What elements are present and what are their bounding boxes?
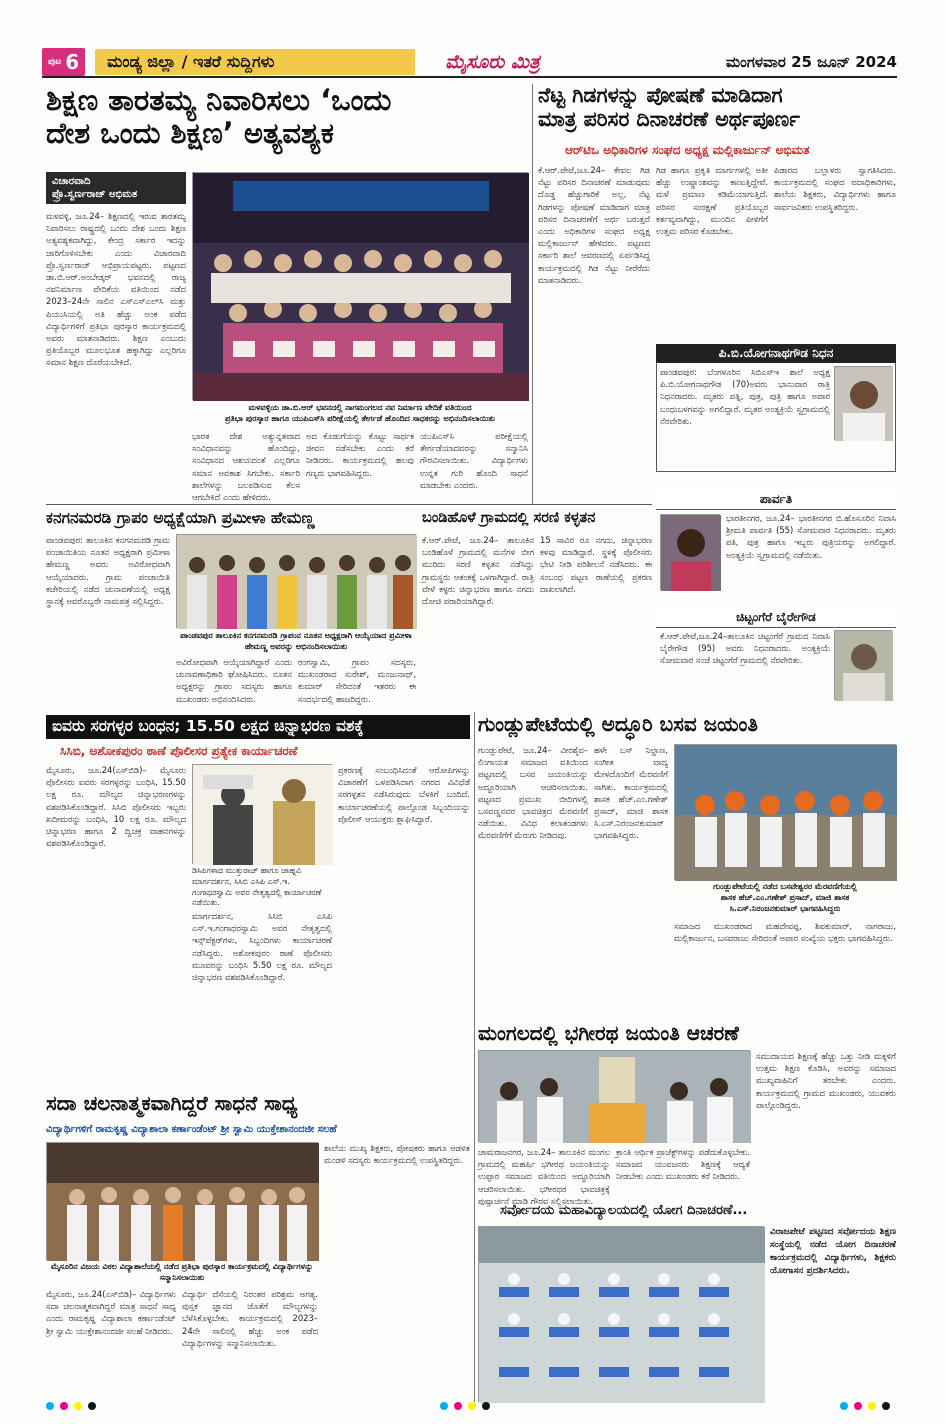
story7-side-text: ವಿರಾಜಪೇಟೆ ಪಟ್ಟಣದ ಸರ್ವೋದಯ ಶಿಕ್ಷಣ ಸಂಸ್ಥೆಯಲ್ಲಿ ನಡೆದ ಯೋಗ ದಿನಾಚರಣೆ ಕಾರ್ಯಕ್ರಮದಲ್ಲಿ ವಿದ್ಯಾರ್ಥಿಗಳು, ಶಿಕ್ಷಕರು ಯೋಗಾಸನ ಪ್ರದರ್ಶಿಸಿದರು.: [770, 1227, 896, 1277]
portrait-icon: [661, 515, 721, 591]
story4-col1: ಕೆ.ಆರ್.ಪೇಟೆ, ಜೂ.24– ತಾಲೂಕಿನ ಬಂಡಿಹೊಳೆ ಗ್ರಾಮದಲ್ಲಿ ಮನೆಗಳ ಬೀಗ ಮುರಿದು ಸರಣಿ ಕಳ್ಳತನ ನಡೆಸಿದ್ದು ಗ್ರಾಮಸ್ಥರು ಆತಂಕಕ್ಕೆ ಒಳಗಾಗಿದ್ದಾರೆ. ರಾತ್ರಿ ವೇಳೆ ಕಳ್ಳರು ಚಿನ್ನಾಭರಣ ಹಾಗೂ ನಗದು ದೋಚಿ ಪರಾರಿಯಾಗಿದ್ದಾರೆ.: [422, 535, 534, 606]
ceremony-photo-icon: [479, 1051, 751, 1143]
registration-dot: [868, 1402, 876, 1410]
band2-caption-line2: ಶಾಸಕ ಹೆಚ್.ಎಂ.ಗಣೇಶ್ ಪ್ರಸಾದ್, ಮಾಜಿ ಶಾಸಕ: [720, 892, 850, 902]
story6-photo-caption: ಮೈಸೂರಿನ ವಿಜಯ ವಿಠಲ ವಿದ್ಯಾಶಾಲೆಯಲ್ಲಿ ನಡೆದ ಪ್ರತಿಭಾ ಪುರಸ್ಕಾರ ಕಾರ್ಯಕ್ರಮದಲ್ಲಿ ವಿದ್ಯಾರ್ಥಿಗಳನ್ನು ಸನ್ಮಾನಿಸಲಾಯಿತು: [50, 1262, 314, 1282]
story1-col1: ಮಳವಳ್ಳಿ, ಜೂ.24– ಶಿಕ್ಷಣದಲ್ಲಿ ಇರುವ ತಾರತಮ್ಯ ನಿವಾರಿಸಲು ರಾಷ್ಟ್ರದಲ್ಲಿ ಒಂದು ದೇಶ ಒಂದು ಶಿಕ್ಷಣ ಅತ್ಯವಶ್ಯಕವಾಗಿದ್ದು, ಕೇಂದ್ರ ಸರ್ಕಾರ ಇದನ್ನು ಜಾರಿಗೊಳಿಸಬೇಕು ಎಂದು ವಿಚಾರವಾದಿ ಪ್ರೊ.ಸ್ವರ್ಣರಾಜ್ ಅಭಿಪ್ರಾಯಪಟ್ಟರು. ಪಟ್ಟಣದ ಡಾ.ಬಿ.ಆರ್.ಅಂಬೇಡ್ಕರ್ ಭವನದಲ್ಲಿ ರಾಜ್ಯ ನವನಿರ್ಮಾಣ ವೇದಿಕೆಯ ವತಿಯಿಂದ ನಡೆದ 2023–24ನೇ ಸಾಲಿನ ಎಸ್‌ಎಸ್‌ಎಲ್‌ಸಿ ಮತ್ತು ಪಿಯುಸಿಯಲ್ಲಿ ಅತಿ ಹೆಚ್ಚು ಅಂಕ ಪಡೆದ ವಿದ್ಯಾರ್ಥಿಗಳಿಗೆ ಪ್ರತಿಭಾ ಪುರಸ್ಕಾರ ಕಾರ್ಯಕ್ರಮದಲ್ಲಿ ಅವರು ಮಾತನಾಡಿದರು. ಶಿಕ್ಷಣ ಎಂಬುದು ಪ್ರತಿಯೊಬ್ಬರ ಮೂಲಭೂತ ಹಕ್ಕಾಗಿದ್ದು ಎಲ್ಲರಿಗೂ ಸಮಾನ ಶಿಕ್ಷಣ ದೊರೆಯಬೇಕಿದೆ.: [46, 211, 186, 368]
procession-photo-icon: [675, 745, 897, 881]
obit1-text: ಪಾಂಡವಪುರ: ಬೆಂಗಳೂರಿನ ಸಿಬಿಎಸ್‌ಇ ಶಾಲೆ ಅಧ್ಯಕ್ಷ ಪಿ.ಬಿ.ಯೋಗನಾಥಗೌಡ (70)ಅವರು ಭಾನುವಾರ ರಾತ್ರಿ ನಿಧನರಾದರು. ಮೃತರು ಪತ್ನಿ, ಪುತ್ರ, ಪುತ್ರಿ ಹಾಗೂ ಅಪಾರ ಬಂಧುಬಳಗವನ್ನು ಅಗಲಿದ್ದಾರೆ. ಮೃತರ ಅಂತ್ಯಕ್ರಿಯೆ ಸ್ವಗ್ರಾಮದಲ್ಲಿ ನೆರವೇರಿತು.: [660, 367, 830, 426]
band2-caption-line1: ಗುಂಡ್ಲುಪೇಟೆಯಲ್ಲಿ ನಡೆದ ಬಸವೇಶ್ವರರ ಮೆರವಣಿಗೆಯಲ್ಲಿ: [713, 882, 857, 891]
story1-col2: ಭಾರತ ದೇಶ ಅತ್ಯುನ್ನತವಾದ ಸಂವಿಧಾನವನ್ನು ಹೊಂದಿದ್ದು, ಸಂವಿಧಾನದ ಆಶಯದಂತೆ ಎಲ್ಲರಿಗೂ ಸಮಾನ ಅವಕಾಶ ಸಿಗಬೇಕು. ಸರ್ಕಾರಿ ಶಾಲೆಗಳನ್ನು ಬಲಪಡಿಸುವ ಕೆಲಸ ಆಗಬೇಕಿದೆ ಎಂದು ಹೇಳಿದರು.: [192, 431, 300, 502]
story1-headline-line1: ಶಿಕ್ಷಣ ತಾರತಮ್ಯ ನಿವಾರಿಸಲು ‘ಒಂದು: [46, 83, 392, 117]
story5-headline: ಮಂಗಲದಲ್ಲಿ ಭಗೀರಥ ಜಯಂತಿ ಆಚರಣೆ: [478, 1021, 739, 1045]
story3-headline: ಕನಗನಮರಡಿ ಗ್ರಾಪಂ ಅಧ್ಯಕ್ಷೆಯಾಗಿ ಪ್ರಮೀಳಾ ಹೇಮಣ್ಣ: [46, 509, 315, 527]
registration-dot: [88, 1402, 96, 1410]
registration-dot: [46, 1402, 54, 1410]
portrait-icon: [835, 367, 893, 441]
story7-headline: ಸರ್ವೋದಯ ಮಹಾವಿದ್ಯಾಲಯದಲ್ಲಿ ಯೋಗ ದಿನಾಚರಣೆ...: [500, 1203, 748, 1218]
story6-subhead: ವಿದ್ಯಾರ್ಥಿಗಳಿಗೆ ರಾಮಕೃಷ್ಣ ವಿದ್ಯಾಶಾಲಾ ಕರ್ಣಾಂಡೆಂಟ್ ಶ್ರೀ ಸ್ವಾಮಿ ಯುಕ್ತೇಶಾನಂದಜೀ ಸಲಹೆ: [46, 1124, 337, 1135]
page-label: ಪುಟ: [48, 57, 62, 67]
story2-col3: ಪಿಡಾರದ ಬಲ್ಲಾಳರು ಸ್ವಾಗತಿಸಿದರು. ಕಾರ್ಯಕ್ರಮದಲ್ಲಿ ಸಂಘದ ಪದಾಧಿಕಾರಿಗಳು, ಶಾಲೆಯ ಶಿಕ್ಷಕರು, ವಿದ್ಯಾರ್ಥಿಗಳು ಹಾಗೂ ಸಾರ್ವಜನಿಕರು ಉಪಸ್ಥಿತರಿದ್ದರು.: [774, 165, 896, 212]
story3-col2: ಅವಿರೋಧವಾಗಿ ಆಯ್ಕೆಯಾಗಿದ್ದಾರೆ ಎಂದು ಚುನಾವಣಾಧಿಕಾರಿ ಘೋಷಿಸಿದರು. ನೂತನ ಅಧ್ಯಕ್ಷರನ್ನು ಗ್ರಾಪಂ ಸದಸ್ಯರು ಹಾಗೂ ಮುಖಂಡರು ಅಭಿನಂದಿಸಿದರು.: [176, 657, 292, 704]
registration-marks-center: [440, 1402, 490, 1410]
band2-col1: ಗುಂಡ್ಲುಪೇಟೆ, ಜೂ.24– ವೀರಶೈವ–ಲಿಂಗಾಯತ ಸಮಾಜದ ವತಿಯಿಂದ ಪಟ್ಟಣದಲ್ಲಿ ಬಸವ ಜಯಂತಿಯನ್ನು ಅದ್ಧೂರಿಯಾಗಿ ಆಚರಿಸಲಾಯಿತು. ಪಟ್ಟಣದ ಪ್ರಮುಖ ಬೀದಿಗಳಲ್ಲಿ ಬಸವಣ್ಣನವರ ಭಾವಚಿತ್ರದ ಮೆರವಣಿಗೆ ನಡೆಯಿತು. ವಿವಿಧ ಕಲಾತಂಡಗಳು ಮೆರವಣಿಗೆಗೆ ಮೆರುಗು ನೀಡಿದವು.: [478, 745, 588, 841]
story5-col1: ಚಾಮರಾಜನಗರ, ಜೂ.24– ತಾಲೂಕಿನ ಮಂಗಲ ಗ್ರಾಮದಲ್ಲಿ ಮಹರ್ಷಿ ಭಗೀರಥ ಜಯಂತಿಯನ್ನು ಉಪ್ಪಾರ ಸಮಾಜದ ವತಿಯಿಂದ ಅದ್ಧೂರಿಯಾಗಿ ಆಚರಿಸಲಾಯಿತು. ಭಗೀರಥರ ಭಾವಚಿತ್ರಕ್ಕೆ ಪುಷ್ಪಾರ್ಚನೆ ಮಾಡಿ ಗೌರವ ಸಲ್ಲಿಸಲಾಯಿತು.: [478, 1147, 610, 1206]
story1-caption-line1: ಮಳವಳ್ಳಿಯ ಡಾ.ಬಿ.ಆರ್ ಭವನದಲ್ಲಿ ನಾಗಮಂಗಲದ ನವ ನಿರ್ಮಾಣ ವೇದಿಕೆ ವತಿಯಿಂದ: [248, 403, 472, 412]
story1-col3: ಅದ ಕೊಡುಗೆಯನ್ನು ಕೊಟ್ಟು ಸಾರ್ಥಕ ಜೀವನ ನಡೆಸಬೇಕು ಎಂದು ಕರೆ ನೀಡಿದರು. ಕಾರ್ಯಕ್ರಮದಲ್ಲಿ ಹಲವು ಗಣ್ಯರು ಭಾಗವಹಿಸಿದ್ದರು.: [306, 431, 414, 478]
portrait-icon: [835, 631, 893, 701]
story5-col3: ಸಮುದಾಯದ ಶಿಕ್ಷಣಕ್ಕೆ ಹೆಚ್ಚು ಒತ್ತು ನೀಡಿ ಮಕ್ಕಳಿಗೆ ಉತ್ತಮ ಶಿಕ್ಷಣ ಕೊಡಿಸಿ, ಅವರನ್ನು ಸಮಾಜದ ಮುಖ್ಯವಾಹಿನಿಗೆ ತರಬೇಕು ಎಂದರು. ಕಾರ್ಯಕ್ರಮದಲ್ಲಿ ಗ್ರಾಮದ ಮುಖಂಡರು, ಯುವಕರು ಪಾಲ್ಗೊಂಡಿದ್ದರು.: [756, 1051, 896, 1110]
issue-date: ಮಂಗಳವಾರ 25 ಜೂನ್ 2024: [725, 53, 897, 71]
story2-col1: ಕೆ.ಆರ್.ಪೇಟೆ,ಜೂ.24– ಕೇವಲ ಗಿಡ ನೆಟ್ಟು ಪರಿಸರ ದಿನಾಚರಣೆ ಮಾಡುವುದು ದೊಡ್ಡ ಹೆಚ್ಚುಗಾರಿಕೆ ಅಲ್ಲ, ನೆಟ್ಟ ಗಿಡಗಳನ್ನು ಪೋಷಣೆ ಮಾಡಿದಾಗ ಮಾತ್ರ ಪರಿಸರ ದಿನಾಚರಣೆಗೆ ಅರ್ಥ ಬರುತ್ತದೆ ಎಂದು ಅಧಿಕಾರಿಗಳ ಸಂಘದ ಅಧ್ಯಕ್ಷ ಮಲ್ಲಿಕಾರ್ಜುನ್ ಹೇಳಿದರು. ಪಟ್ಟಣದ ಸರ್ಕಾರಿ ಶಾಲೆ ಆವರಣದಲ್ಲಿ ಏರ್ಪಡಿಸಿದ್ದ ಕಾರ್ಯಕ್ರಮದಲ್ಲಿ ಗಿಡ ನೆಟ್ಟು ನೀರೆರೆದು ಮಾತನಾಡಿದರು.: [538, 165, 650, 285]
registration-marks-left: [46, 1402, 96, 1410]
story1-headline: [46, 84, 531, 151]
police-illustration-icon: [193, 765, 333, 865]
story4-col2: 15 ಸಾವಿರ ರೂ ನಗದು, ಚಿನ್ನಾಭರಣ ಕಳವು ಮಾಡಿದ್ದಾರೆ. ಸ್ಥಳಕ್ಕೆ ಪೊಲೀಸರು ಭೇಟಿ ನೀಡಿ ಪರಿಶೀಲನೆ ನಡೆಸಿದರು. ಈ ಸಂಬಂಧ ಪಟ್ಟಣ ಠಾಣೆಯಲ್ಲಿ ಪ್ರಕರಣ ದಾಖಲಾಗಿದೆ.: [540, 535, 652, 594]
registration-dot: [840, 1402, 848, 1410]
yoga-photo-icon: [479, 1227, 765, 1403]
page-number: 6: [65, 50, 80, 74]
band1-photo-caption: ಡಿಸಿಪಿಗಳಾದ ಮುತ್ತುರಾಜ್ ಹಾಗೂ ಜಾಹ್ನವಿ ಮಾರ್ಗದರ್ಶನ, ಸಿಸಿಬಿ ಎಸಿಪಿ ಎಸ್.ಇ. ಗಂಗಾಧರಸ್ವಾಮಿ ಅವರ ನೇತೃತ್ವದಲ್ಲಿ ಕಾರ್ಯಾಚರಣೆ ನಡೆಯಿತು.: [192, 866, 322, 908]
obit1-portrait: [834, 366, 892, 440]
story6-col1: ಮೈಸೂರು, ಜೂ.24(ಎಸ್‌ಬಿಡಿ)– ವಿದ್ಯಾರ್ಥಿಗಳು ಸದಾ ಚಲನಾತ್ಮಕವಾಗಿದ್ದರೆ ಮಾತ್ರ ಸಾಧನೆ ಸಾಧ್ಯ ಎಂದು ರಾಮಕೃಷ್ಣ ವಿದ್ಯಾಶಾಲಾ ಕರ್ಣಾಂಡೆಂಟ್ ಶ್ರೀ ಸ್ವಾಮಿ ಯುಕ್ತೇಶಾನಂದಜೀ ಸಲಹೆ ನೀಡಿದರು.: [46, 1289, 176, 1336]
registration-marks-right: [840, 1402, 890, 1410]
story3-col1: ಪಾಂಡವಪುರ: ತಾಲೂಕಿನ ಕನಗನಮರಡಿ ಗ್ರಾಮ ಪಂಚಾಯಿತಿಯ ನೂತನ ಅಧ್ಯಕ್ಷರಾಗಿ ಪ್ರಮೀಳಾ ಹೇಮಣ್ಣ ಅವರು ಅವಿರೋಧವಾಗಿ ಆಯ್ಕೆಯಾದರು. ಗ್ರಾಮ ಪಂಚಾಯಿತಿ ಕಚೇರಿಯಲ್ಲಿ ನಡೆದ ಚುನಾವಣೆಯಲ್ಲಿ ಅಧ್ಯಕ್ಷ ಸ್ಥಾನಕ್ಕೆ ಅವರೊಬ್ಬರೇ ನಾಮಪತ್ರ ಸಲ್ಲಿಸಿದ್ದರು.: [46, 535, 170, 606]
band2-headline: ಗುಂಡ್ಲುಪೇಟೆಯಲ್ಲಿ ಅದ್ಧೂರಿ ಬಸವ ಜಯಂತಿ: [478, 712, 758, 736]
registration-dot: [468, 1402, 476, 1410]
story4-headline: ಬಂಡಿಹೊಳೆ ಗ್ರಾಮದಲ್ಲಿ ಸರಣಿ ಕಳ್ಳತನ: [422, 510, 596, 526]
story6-col2: ವಿದ್ಯಾರ್ಥಿ ದೆಸೆಯಲ್ಲಿ ನಿರಂತರ ಪರಿಶ್ರಮ ಅಗತ್ಯ. ಪುಸ್ತಕ ಜ್ಞಾನದ ಜೊತೆಗೆ ಮೌಲ್ಯಗಳನ್ನು ಬೆಳೆಸಿಕೊಳ್ಳಬೇಕು. ಕಾರ್ಯಕ್ರಮದಲ್ಲಿ 2023–24ನೇ ಸಾಲಿನಲ್ಲಿ ಹೆಚ್ಚು ಅಂಕ ಪಡೆದ ವಿದ್ಯಾರ್ಥಿಗಳನ್ನು ಸನ್ಮಾನಿಸಲಾಯಿತು.: [182, 1289, 318, 1348]
story1-photo-caption: [192, 403, 528, 425]
story1-byline-line1: ವಿಚಾರವಾದಿ: [52, 176, 91, 187]
page-badge: [42, 48, 85, 76]
story6-col3: ಶಾಲೆಯ ಮುಖ್ಯ ಶಿಕ್ಷಕರು, ಪೋಷಕರು ಹಾಗೂ ಆಡಳಿತ ಮಂಡಳಿ ಸದಸ್ಯರು ಕಾರ್ಯಕ್ರಮದಲ್ಲಿ ಉಪಸ್ಥಿತರಿದ್ದರು.: [324, 1143, 470, 1166]
registration-dot: [74, 1402, 82, 1410]
story1-byline-line2: ಪ್ರೊ.ಸ್ವರ್ಣರಾಜ್ ಅಭಿಮತ: [52, 189, 138, 200]
story2-subhead: ಆರ್‌ಟಿಒ ಅಧಿಕಾರಿಗಳ ಸಂಘದ ಅಧ್ಯಕ್ಷ ಮಲ್ಲಿಕಾರ್ಜುನ್ ಅಭಿಮತ: [565, 143, 810, 157]
band2-photo-caption: [674, 882, 896, 914]
registration-dot: [440, 1402, 448, 1410]
band1-photo: [192, 764, 332, 864]
story2-col2: ಗಿಡ ಹಾಗೂ ಪ್ರಕೃತಿ ಮಾರ್ಗಗಳಲ್ಲಿ ಅತೀ ಹೆಚ್ಚು ಉಷ್ಣಾಂಶವನ್ನು ಕಾಣುತ್ತಿದ್ದೇವೆ. ಮಳೆ ಪ್ರಮಾಣ ಕಡಿಮೆಯಾಗುತ್ತಿದೆ. ಪರಿಸರ ಸಂರಕ್ಷಣೆ ಪ್ರತಿಯೊಬ್ಬರ ಕರ್ತವ್ಯವಾಗಿದ್ದು, ಮುಂದಿನ ಪೀಳಿಗೆಗೆ ಉತ್ತಮ ಪರಿಸರ ಕೊಡಬೇಕು.: [656, 165, 768, 236]
registration-dot: [882, 1402, 890, 1410]
story1-headline-line2: ದೇಶ ಒಂದು ಶಿಕ್ಷಣ’ ಅತ್ಯವಶ್ಯಕ: [46, 116, 334, 151]
band1-col1: ಮೈಸೂರು, ಜೂ.24(ಎಸ್‌ಬಿಡಿ)– ಮೈಸೂರು ಪೊಲೀಸರು ಐವರು ಸರಗಳ್ಳರನ್ನು ಬಂಧಿಸಿ, 15.50 ಲಕ್ಷ ರೂ. ಮೌಲ್ಯದ ಚಿನ್ನಾಭರಣಗಳನ್ನು ವಶಪಡಿಸಿಕೊಂಡಿದ್ದಾರೆ. ಸಿಸಿಬಿ ಪೊಲೀಸರು ಇಬ್ಬರು ಖದೀಮರನ್ನು ಬಂಧಿಸಿ, 10 ಲಕ್ಷ ರೂ. ಮೌಲ್ಯದ ಚಿನ್ನಾಭರಣ ಹಾಗೂ 2 ದ್ವಿಚಕ್ರ ವಾಹನಗಳನ್ನು ವಶಪಡಿಸಿಕೊಂಡಿದ್ದಾರೆ.: [46, 765, 186, 849]
story1-photo: [192, 172, 528, 400]
obit2-portrait: [660, 514, 720, 590]
paper-logo: ಮೈಸೂರು ಮಿತ್ರ: [445, 51, 540, 73]
band2-photo: [674, 744, 896, 880]
obit2-text: ಭಾರತೀನಗರ, ಜೂ.24– ಭಾರತೀನಗರ ಬಿ.ಹೊಸೂರಿನ ನಿವಾಸಿ ಶ್ರೀಮತಿ ಪಾರ್ವತಿ (55) ಸೋಮವಾರ ನಿಧನರಾದರು. ಮೃತರು ಪತಿ, ಪುತ್ರ ಹಾಗೂ ಇಬ್ಬರು ಪುತ್ರಿಯರನ್ನು ಅಗಲಿದ್ದಾರೆ. ಅಂತ್ಯಕ್ರಿಯೆ ಸ್ವಗ್ರಾಮದಲ್ಲಿ ನಡೆಯಿತು.: [726, 513, 896, 560]
story2-headline: [538, 84, 898, 131]
story2-headline-line1: ನೆಟ್ಟ ಗಿಡಗಳನ್ನು ಪೋಷಣೆ ಮಾಡಿದಾಗ: [538, 83, 783, 107]
obit3-title: ಚಿಟ್ಟಂಗೆರೆ ಬೈರೇಗೌಡ: [656, 608, 896, 628]
story1-caption-line2: ಪ್ರತಿಭಾ ಪುರಸ್ಕಾರ ಹಾಗೂ ಯುಪಿಎಸ್‌ಸಿ ಪರೀಕ್ಷೆಯಲ್ಲಿ ತೇರ್ಗಡೆ ಹೊಂದಿದ ಸಾಧಕರನ್ನು ಅಭಿನಂದಿಸಲಾಯಿತು: [225, 413, 495, 423]
group-photo-icon: [193, 173, 529, 401]
band1-col2: ಮಾರ್ಗದರ್ಶನ, ಸಿಸಿಬಿ ಎಸಿಪಿ ಎಸ್.ಇ.ಗಂಗಾಧರಸ್ವಾಮಿ ಅವರ ನೇತೃತ್ವದಲ್ಲಿ ಇನ್ಸ್‌ಪೆಕ್ಟರ್‌ಗಳು, ಸಿಬ್ಬಂದಿಗಳು ಕಾರ್ಯಾಚರಣೆ ನಡೆಸಿದ್ದರು. ಅಶೋಕಪುರಂ ಠಾಣೆ ಪೊಲೀಸರು ಮೂವರನ್ನು ಬಂಧಿಸಿ 5.50 ಲಕ್ಷ ರೂ. ಮೌಲ್ಯದ ಚಿನ್ನಾಭರಣ ವಶಪಡಿಸಿಕೊಂಡಿದ್ದಾರೆ.: [192, 911, 332, 982]
registration-dot: [482, 1402, 490, 1410]
story6-headline: ಸದಾ ಚಲನಾತ್ಮಕವಾಗಿದ್ದರೆ ಸಾಧನೆ ಸಾಧ್ಯ: [46, 1091, 298, 1115]
story1-col4: ಯುಪಿಎಸ್‌ಸಿ ಪರೀಕ್ಷೆಯಲ್ಲಿ ತೇರ್ಗಡೆಯಾದವರನ್ನು ಸನ್ಮಾನಿಸಿ ಗೌರವಿಸಲಾಯಿತು. ವಿದ್ಯಾರ್ಥಿಗಳು ಉನ್ನತ ಗುರಿ ಹೊಂದಿ ಸಾಧನೆ ಮಾಡಬೇಕು ಎಂದರು.: [420, 431, 528, 490]
obit2-title: ಪಾರ್ವತಿ: [656, 490, 896, 510]
registration-dot: [60, 1402, 68, 1410]
story3-photo: [176, 534, 416, 628]
section-rule: [46, 504, 652, 505]
group-photo-icon: [177, 535, 417, 629]
obit3-text: ಕೆ.ಆರ್.ಪೇಟೆ,ಜೂ.24–ತಾಲೂಕಿನ ಚಿಟ್ಟಂಗೆರೆ ಗ್ರಾಮದ ನಿವಾಸಿ ಬೈರೇಗೌಡ (95) ಅವರು ನಿಧನರಾದರು. ಅಂತ್ಯಕ್ರಿಯೆ ಸೋಮವಾರ ಸಂಜೆ ಚಿಟ್ಟಂಗೆರೆ ಗ್ರಾಮದಲ್ಲಿ ನೆರವೇರಿತು.: [660, 631, 830, 666]
masthead: [42, 48, 897, 78]
column-divider: [474, 712, 475, 1402]
band2-caption-line3: ಸಿ.ಎಸ್.ನಿರಂಜನಕುಮಾರ್ ಭಾಗವಹಿಸಿದ್ದರು: [729, 903, 841, 913]
award-photo-icon: [47, 1143, 319, 1261]
story1-byline: [46, 172, 186, 204]
obit3-portrait: [834, 630, 892, 700]
band1-col3: ಪ್ರಕರಣಕ್ಕೆ ಸಂಬಂಧಿಸಿದಂತೆ ಆರೋಪಿಗಳನ್ನು ವಿಚಾರಣೆಗೆ ಒಳಪಡಿಸಿದಾಗ ನಗರದ ವಿವಿಧೆಡೆ ಸರಗಳ್ಳತನ ನಡೆಸಿರುವುದು ಬೆಳಕಿಗೆ ಬಂದಿದೆ. ಕಾರ್ಯಾಚರಣೆಯಲ್ಲಿ ಪಾಲ್ಗೊಂಡ ಸಿಬ್ಬಂದಿಯನ್ನು ಪೊಲೀಸ್ ಆಯುಕ್ತರು ಶ್ಲಾಘಿಸಿದ್ದಾರೆ.: [338, 765, 470, 824]
column-divider: [532, 84, 533, 504]
registration-dot: [854, 1402, 862, 1410]
section-name: ಮಂಡ್ಯ ಜಿಲ್ಲಾ / ಇತರೆ ಸುದ್ದಿಗಳು: [95, 49, 415, 75]
story7-photo: [478, 1226, 764, 1402]
band1-subhead: ಸಿಸಿಬಿ, ಅಶೋಕಪುರಂ ಠಾಣೆ ಪೊಲೀಸರ ಪ್ರತ್ಯೇಕ ಕಾರ್ಯಾಚರಣೆ: [60, 744, 298, 758]
story3-photo-caption: ಪಾಂಡವಪುರ ತಾಲೂಕಿನ ಕನಗನಮರಡಿ ಗ್ರಾಪಂನ ನೂತನ ಅಧ್ಯಕ್ಷರಾಗಿ ಆಯ್ಕೆಯಾದ ಪ್ರಮೀಳಾ ಹೇಮಣ್ಣ ಅವರನ್ನು ಅಭಿನಂದಿಸಲಾಯಿತು: [180, 631, 412, 651]
story5-col2: ಕ್ರಾಂತಿ ಆರ್ಥಿಕ ಪ್ರಾಜೆಕ್ಟ್‌ಗಳನ್ನು ಪಡೆದುಕೊಳ್ಳಬೇಕು. ಸಮಾಜದ ಯುವಜನರು ಶಿಕ್ಷಣಕ್ಕೆ ಆದ್ಯತೆ ನೀಡಬೇಕು ಎಂದು ಮುಖಂಡರು ಕರೆ ನೀಡಿದರು.: [616, 1147, 750, 1182]
obit1-title: ಪಿ.ಬಿ.ಯೋಗನಾಥಗೌಡ ನಿಧನ: [656, 344, 896, 363]
band2-col2: ಹಳೇ ಬಸ್ ನಿಲ್ದಾಣ, ಸಂಗೀತ ವಾದ್ಯ ಮೇಳದೊಂದಿಗೆ ಮೆರವಣಿಗೆ ಸಾಗಿತು. ಕಾರ್ಯಕ್ರಮದಲ್ಲಿ ಶಾಸಕ ಹೆಚ್.ಎಂ.ಗಣೇಶ್ ಪ್ರಸಾದ್, ಮಾಜಿ ಶಾಸಕ ಸಿ.ಎಸ್.ನಿರಂಜನಕುಮಾರ್ ಭಾಗವಹಿಸಿದ್ದರು.: [594, 745, 668, 841]
band1-headline: ಐವರು ಸರಗಳ್ಳರ ಬಂಧನ; 15.50 ಲಕ್ಷದ ಚಿನ್ನಾಭರಣ ವಶಕ್ಕೆ: [46, 715, 470, 739]
band2-col3: ಸಮಾಜದ ಮುಖಂಡರಾದ ಮಹದೇವಪ್ಪ, ಶಿವಕುಮಾರ್, ನಾಗರಾಜು, ಮಲ್ಲಿಕಾರ್ಜುನ, ಬಸವರಾಜು ಸೇರಿದಂತೆ ಅಪಾರ ಸಂಖ್ಯೆಯ ಭಕ್ತರು ಭಾಗವಹಿಸಿದ್ದರು.: [674, 921, 896, 944]
story5-photo: [478, 1050, 750, 1142]
story3-col3: ರಂಗಸ್ವಾಮಿ, ಗ್ರಾಪಂ ಸದಸ್ಯರು, ಮುಖಂಡರಾದ ಸುರೇಶ್, ಮಂಜುನಾಥ್, ಕುಮಾರ್ ಸೇರಿದಂತೆ ಇತರರು ಈ ಸಂದರ್ಭದಲ್ಲಿ ಹಾಜರಿದ್ದರು.: [298, 657, 416, 704]
story6-photo: [46, 1142, 318, 1260]
story2-headline-line2: ಮಾತ್ರ ಪರಿಸರ ದಿನಾಚರಣೆ ಅರ್ಥಪೂರ್ಣ: [538, 106, 800, 131]
registration-dot: [454, 1402, 462, 1410]
